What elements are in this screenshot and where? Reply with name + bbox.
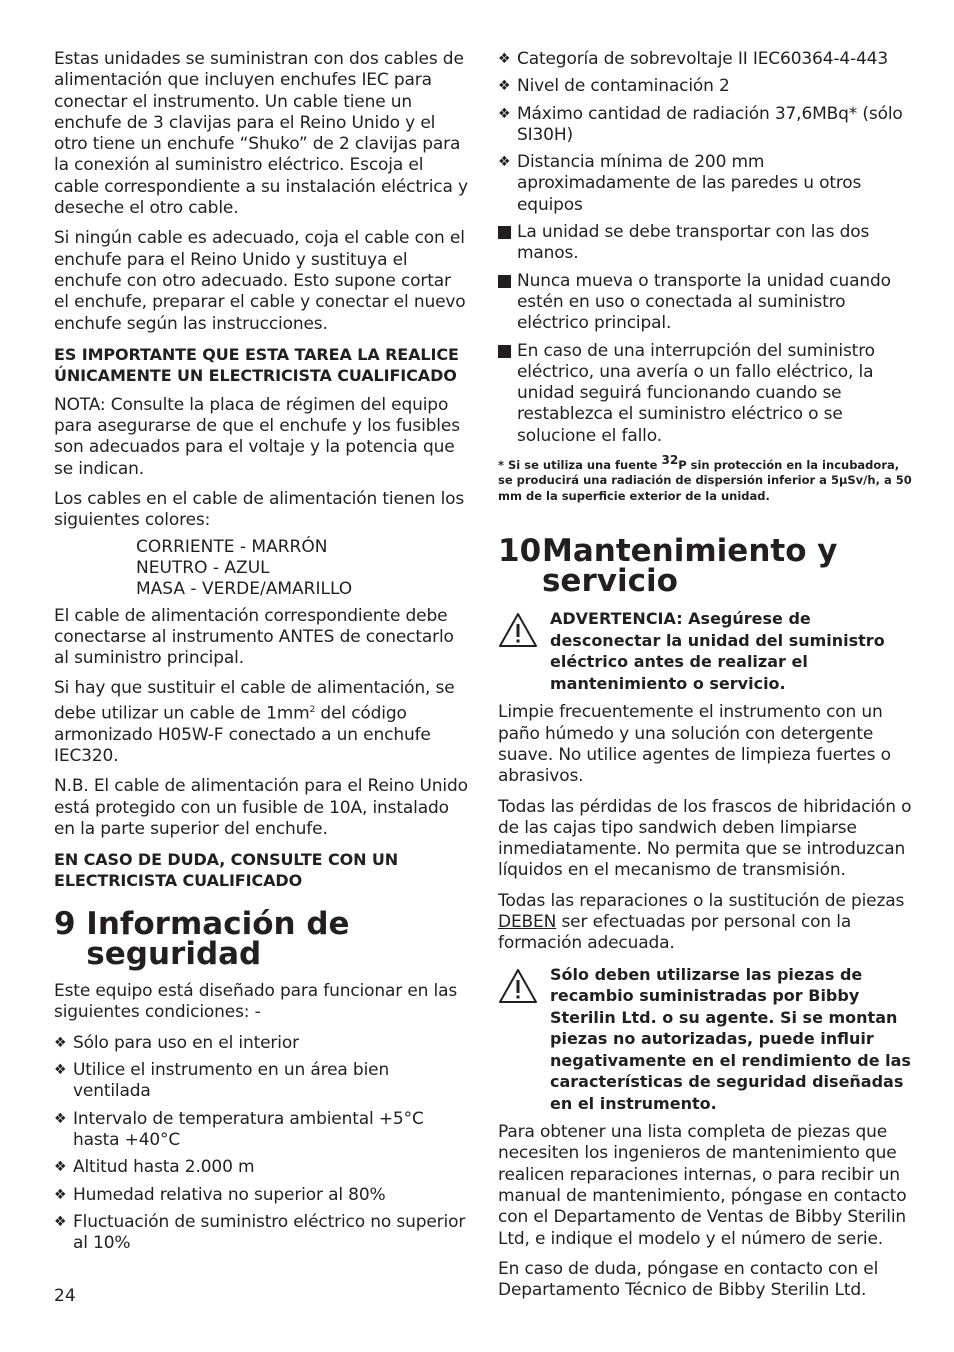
square-bullet-icon	[498, 226, 511, 239]
wire-color-live: CORRIENTE - MARRÓN	[136, 536, 328, 557]
list-item: ❖ Intervalo de temperatura ambiental +5°C hasta +40°C	[54, 1108, 424, 1150]
cables-paragraph: Estas unidades se suministran con dos cables de alimentación que incluyen enchufes IEC para conectar el instrumento. Un cable tiene un enchufe de 3 clavijas para el Reino Unido y el otro tiene un enchufe “Shuko” de 2 clavijas para la conexión al suministro eléctrico. Escoja el cable correspondiente a su instalación eléctrica y deseche el otro cable.	[54, 49, 468, 219]
warning-disconnect-text: ADVERTENCIA: Asegúrese de desconectar la unidad del suministro eléctrico antes de realizar el mantenimiento o servicio.	[550, 609, 885, 693]
colors-intro: Los cables en el cable de alimentación tienen los siguientes colores:	[54, 489, 465, 531]
section-9-title: Información de seguridad	[86, 906, 350, 973]
section-9-intro: Este equipo está diseñado para funcionar en las siguientes condiciones: -	[54, 981, 458, 1023]
section-10-heading	[498, 533, 916, 600]
electrician-warning: ES IMPORTANTE QUE ESTA TAREA LA REALICE ÚNICAMENTE UN ELECTRICISTA CUALIFICADO	[54, 344, 459, 385]
conditions-list-right	[498, 49, 916, 216]
cleaning-paragraph: Limpie frecuentemente el instrumento con un paño húmedo y una solución con detergente suave. No utilice agentes de limpieza fuertes o abrasivos.	[498, 702, 891, 787]
list-item: ❖ Utilice el instrumento en un área bien ventilada	[54, 1060, 390, 1102]
list-item: ❖ Sólo para uso en el interior	[54, 1032, 299, 1053]
technical-contact-paragraph: En caso de duda, póngase en contacto con el Departamento Técnico de Bibby Sterilin Ltd.	[498, 1258, 879, 1301]
nb-paragraph: N.B. El cable de alimentación para el Reino Unido está protegido con un fusible de 10A, instalado en la parte superior del enchufe.	[54, 776, 468, 839]
left-column	[54, 49, 468, 1260]
square-bullet-icon	[498, 275, 511, 288]
list-item: ❖ Altitud hasta 2.000 m	[54, 1157, 255, 1178]
note-paragraph: NOTA: Consulte la placa de régimen del equipo para asegurarse de que el enchufe y los fusibles son adecuados para el voltaje y la potencia que se indican.	[54, 394, 460, 479]
wire-colors-list	[136, 537, 468, 601]
warning-spare-parts-text: Sólo deben utilizarse las piezas de recambio suministradas por Bibby Sterilin Ltd. o su agente. Si se montan piezas no autorizadas, puede influir negativamente en el rendimiento de las características de seguridad diseñadas en el instrumento.	[550, 964, 911, 1113]
connect-before-paragraph: El cable de alimentación correspondiente debe conectarse al instrumento ANTES de conectarlo al suministro principal.	[54, 605, 454, 669]
wire-color-earth: MASA - VERDE/AMARILLO	[136, 579, 353, 600]
doubt-warning: EN CASO DE DUDA, CONSULTE CON UN ELECTRICISTA CUALIFICADO	[54, 850, 399, 891]
diamond-bullet-icon: ❖	[54, 1213, 67, 1230]
diamond-bullet-icon: ❖	[54, 1110, 67, 1127]
warning-triangle-icon	[498, 964, 550, 1115]
diamond-bullet-icon: ❖	[54, 1034, 67, 1051]
replace-cable-paragraph: Si hay que sustituir el cable de alimentación, se debe utilizar un cable de $1mm^2$ del código armonizado H05W-F conectado a un enchufe IEC320.	[54, 678, 455, 766]
warning-triangle-icon	[498, 608, 550, 694]
list-item: ❖ Nivel de contaminación 2	[498, 76, 730, 97]
list-item: ❖ Categoría de sobrevoltaje II IEC60364-4-443	[498, 49, 888, 69]
warning-spare-parts	[498, 964, 916, 1115]
parts-list-paragraph: Para obtener una lista completa de piezas que necesiten los ingenieros de mantenimiento que realicen reparaciones internas, o para recibir un manual de mantenimiento, póngase en contacto con el Departamento de Ventas de Bibby Sterilin Ltd, e indique el modelo y el número de serie.	[498, 1122, 907, 1249]
diamond-bullet-icon: ❖	[54, 1186, 67, 1203]
diamond-bullet-icon: ❖	[498, 78, 511, 95]
repairs-paragraph: Todas las reparaciones o la sustitución de piezas DEBEN ser efectuadas por personal con la formación adecuada.	[498, 890, 905, 954]
square-bullet-icon	[498, 345, 511, 358]
list-item: ❖ Distancia mínima de 200 mm aproximadamente de las paredes u otros equipos	[498, 152, 862, 215]
section-10-title: Mantenimiento y servicio	[541, 533, 838, 600]
list-item: ❖ Humedad relativa no superior al 80%	[54, 1184, 386, 1205]
list-item: La unidad se debe transportar con las dos manos.	[498, 222, 916, 265]
diamond-bullet-icon: ❖	[498, 51, 511, 67]
list-item: En caso de una interrupción del suministro eléctrico, una avería o un fallo eléctrico, la unidad seguirá funcionando cuando se restablezca el suministro eléctrico o se solucione el fallo.	[498, 341, 916, 447]
diamond-bullet-icon: ❖	[498, 154, 511, 171]
list-item: Nunca mueva o transporte la unidad cuando estén en uso o conectada al suministro eléctrico principal.	[498, 271, 916, 335]
radiation-footnote: * Si se utiliza una fuente $^{32}$P sin protección en la incubadora, se producirá una radiación de dispersión inferior a 5µSv/h, a 50 mm de la superficie exterior de la unidad.	[498, 453, 912, 503]
diamond-bullet-icon: ❖	[54, 1159, 67, 1176]
right-column	[498, 49, 916, 1311]
wire-color-neutral: NEUTRO - AZUL	[136, 557, 270, 578]
spills-paragraph: Todas las pérdidas de los frascos de hibridación o de las cajas tipo sandwich deben limpiarse inmediatamente. No permita que se introduzcan líquidos en el mecanismo de transmisión.	[498, 796, 912, 881]
list-item: ❖ Máximo cantidad de radiación 37,6MBq* (sólo SI30H)	[498, 103, 903, 145]
section-10-number: 10	[498, 533, 542, 570]
replace-plug-paragraph: Si ningún cable es adecuado, coja el cable con el enchufe para el Reino Unido y sustituya el enchufe con otro adecuado. Esto supone cortar el enchufe, preparar el cable y conectar el nuevo enchufe según las instrucciones.	[54, 228, 466, 334]
section-9-heading	[54, 906, 468, 973]
safety-rules-list	[498, 222, 916, 447]
list-item: ❖ Fluctuación de suministro eléctrico no superior al 10%	[54, 1211, 466, 1254]
page-number: 24	[54, 1286, 76, 1306]
section-9-number: 9	[54, 906, 76, 943]
diamond-bullet-icon: ❖	[54, 1062, 67, 1079]
diamond-bullet-icon: ❖	[498, 105, 511, 122]
conditions-list-left	[54, 1033, 468, 1255]
warning-disconnect	[498, 608, 916, 694]
